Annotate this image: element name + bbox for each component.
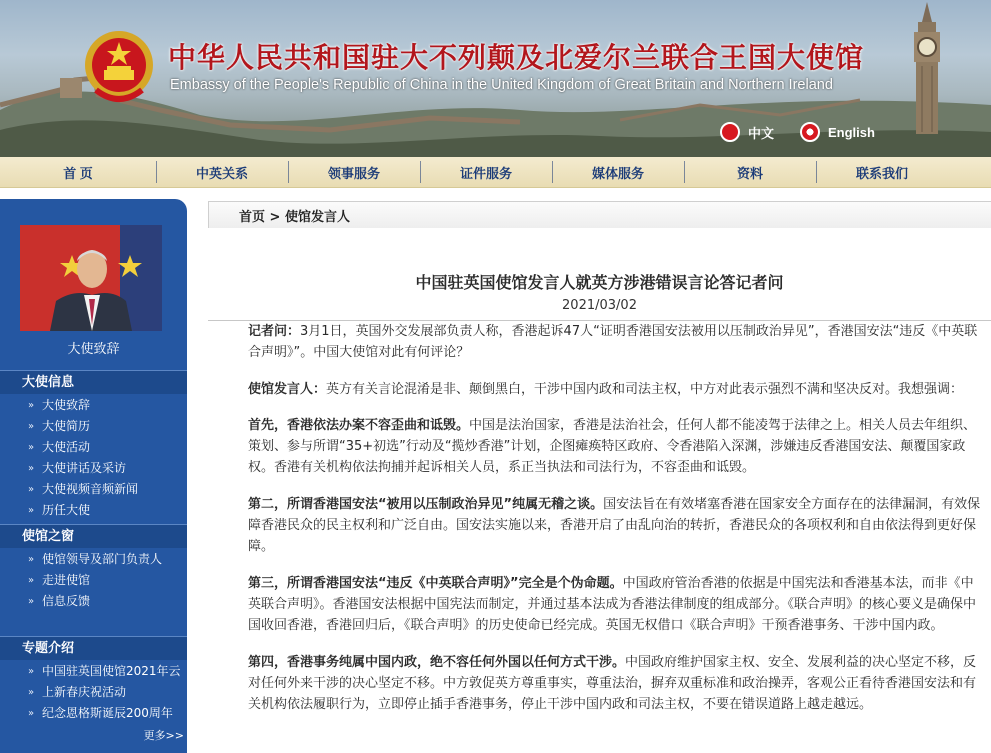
paragraph	[248, 321, 983, 364]
ambassador-photo-caption[interactable]: 大使致辞	[67, 342, 120, 357]
nav-item-resources[interactable]: 资料	[684, 157, 816, 187]
china-flag-icon	[720, 122, 740, 142]
nav-item-home[interactable]: 首 页	[63, 165, 93, 181]
more-link[interactable]: 更多>>	[143, 729, 184, 742]
sidebar-item-former-ambassadors[interactable]: » 历任大使	[0, 500, 187, 521]
paragraph-lead: 第三，所谓香港国安法“违反《中英联合声明》”完全是个伪命题。	[248, 575, 623, 591]
article-title: 中国驻英国使馆发言人就英方涉港错误言论答记者问	[415, 273, 784, 292]
site-banner	[0, 0, 991, 157]
nav-item-contact-us[interactable]: 联系我们	[816, 157, 948, 187]
sidebar-item-spring-festival-cont[interactable]: » 上新春庆祝活动	[0, 682, 187, 703]
site-title-english: Embassy of the People's Republic of China in the United Kingdom of Great Britain and Northern Ireland	[170, 77, 833, 93]
nav-item-document-services[interactable]: 证件服务	[420, 157, 552, 187]
paragraph-lead: 首先，香港依法办案不容歪曲和诋毁。	[248, 417, 470, 433]
site-title-chinese: 中华人民共和国驻大不列颠及北爱尔兰联合王国大使馆	[168, 41, 865, 74]
article-body	[248, 321, 983, 715]
language-english-link[interactable]	[800, 122, 875, 142]
language-chinese-label: 中文	[748, 125, 775, 141]
sidebar-item-speeches-interviews[interactable]: » 大使讲话及采访	[0, 458, 187, 479]
paragraph-lead: 使馆发言人：	[248, 381, 327, 397]
sidebar-section-embassy-window: 使馆之窗	[0, 524, 187, 548]
sidebar-item-spring-festival[interactable]: » 中国驻英国使馆2021年云	[0, 661, 187, 682]
sidebar-list-embassy-window	[0, 549, 187, 612]
paragraph	[248, 573, 983, 637]
paragraph	[248, 494, 983, 558]
sidebar-list-ambassador-info	[0, 395, 187, 521]
paragraph-lead: 第二，所谓香港国安法“被用以压制政治异见”纯属无稽之谈。	[248, 496, 604, 512]
paragraph-text: 中国是法治国家，香港是法治社会，任何人都不能凌驾于法律之上。相关人员去年组织、策划、参与所谓“35+初选”行动及“揽炒香港”计划，企图瘫痪特区政府、令香港陷入深渊，涉嫌违反香港国安法、颠覆国家政权。香港有关机构依法拘捕并起诉相关人员，系正当执法和司法行为，不容歪曲和诋毁。	[248, 417, 977, 476]
ambassador-photo[interactable]	[20, 225, 162, 331]
sidebar-item-ambassador-speech[interactable]: » 大使致辞	[0, 395, 187, 416]
paragraph-text: 英方有关言论混淆是非、颠倒黑白，干涉中国内政和司法主权，中方对此表示强烈不满和坚决反对。我想强调：	[326, 381, 964, 397]
nav-item-media-services[interactable]: 媒体服务	[552, 157, 684, 187]
paragraph-text: 3月1日，英国外交发展部负责人称，香港起诉47人“证明香港国安法被用以压制政治异见”，香港国安法“违反《中英联合声明》”。中国大使馆对此有何评论？	[248, 324, 978, 361]
sidebar-item-engels-anniversary[interactable]: » 纪念恩格斯诞辰200周年	[0, 703, 187, 724]
article-date: 2021/03/02	[562, 298, 637, 313]
national-emblem-icon	[82, 28, 156, 106]
breadcrumb	[208, 201, 991, 228]
paragraph-text: 国安法旨在有效堵塞香港在国家安全方面存在的法律漏洞，有效保障香港民众的民主权利和广泛自由。国安法实施以来，香港开启了由乱向治的转折，香港民众的各项权利和自由依法得到更好保障。	[248, 496, 981, 555]
nav-item-china-uk-relations[interactable]: 中英关系	[156, 157, 288, 187]
sidebar-item-ambassador-bio[interactable]: » 大使简历	[0, 416, 187, 437]
sidebar-section-ambassador-info: 大使信息	[0, 370, 187, 394]
paragraph	[248, 415, 983, 479]
sidebar-list-special-topics	[0, 661, 187, 724]
sidebar-item-feedback[interactable]: » 信息反馈	[0, 591, 187, 612]
sidebar-item-video-audio-news[interactable]: » 大使视频音频新闻	[0, 479, 187, 500]
paragraph-text: 中国政府管治香港的依据是中国宪法和香港基本法，而非《中英联合声明》。香港国安法根据中国宪法而制定，并通过基本法成为香港法律制度的组成部分。《联合声明》的核心要义是确保中国收回香港，香港回归后，《联合声明》的历史使命已经完成。英国无权借口《联合声明》干预香港事务、干涉中国内政。	[248, 575, 977, 634]
sidebar-item-ambassador-activities[interactable]: » 大使活动	[0, 437, 187, 458]
main-navigation	[0, 157, 991, 188]
paragraph-lead: 第四，香港事务纯属中国内政，绝不容任何外国以任何方式干涉。	[248, 654, 626, 670]
language-english-label: English	[828, 124, 875, 140]
big-ben-image	[902, 2, 952, 134]
paragraph	[248, 652, 983, 716]
paragraph-lead: 记者问：	[248, 324, 301, 339]
language-chinese-link[interactable]	[720, 122, 774, 142]
sidebar	[0, 199, 187, 753]
sidebar-section-special-topics: 专题介绍	[0, 636, 187, 660]
breadcrumb-text[interactable]: 首页 > 使馆发言人	[239, 210, 350, 225]
paragraph-text: 中国政府维护国家主权、安全、发展利益的决心坚定不移，反对任何外来干涉的决心坚定不移。中方敦促英方尊重事实，尊重法治，摒弃双重标准和政治操弄，客观公正看待香港国安法和有关机构依法履职行为，立即停止插手香港事务，停止干涉中国内政和司法主权，不要在错误道路上越走越远。	[248, 654, 977, 713]
sidebar-item-embassy-leaders[interactable]: » 使馆领导及部门负责人	[0, 549, 187, 570]
sidebar-item-about-embassy[interactable]: » 走进使馆	[0, 570, 187, 591]
paragraph	[248, 379, 983, 400]
uk-flag-icon	[800, 122, 820, 142]
nav-item-consular-services[interactable]: 领事服务	[288, 157, 420, 187]
